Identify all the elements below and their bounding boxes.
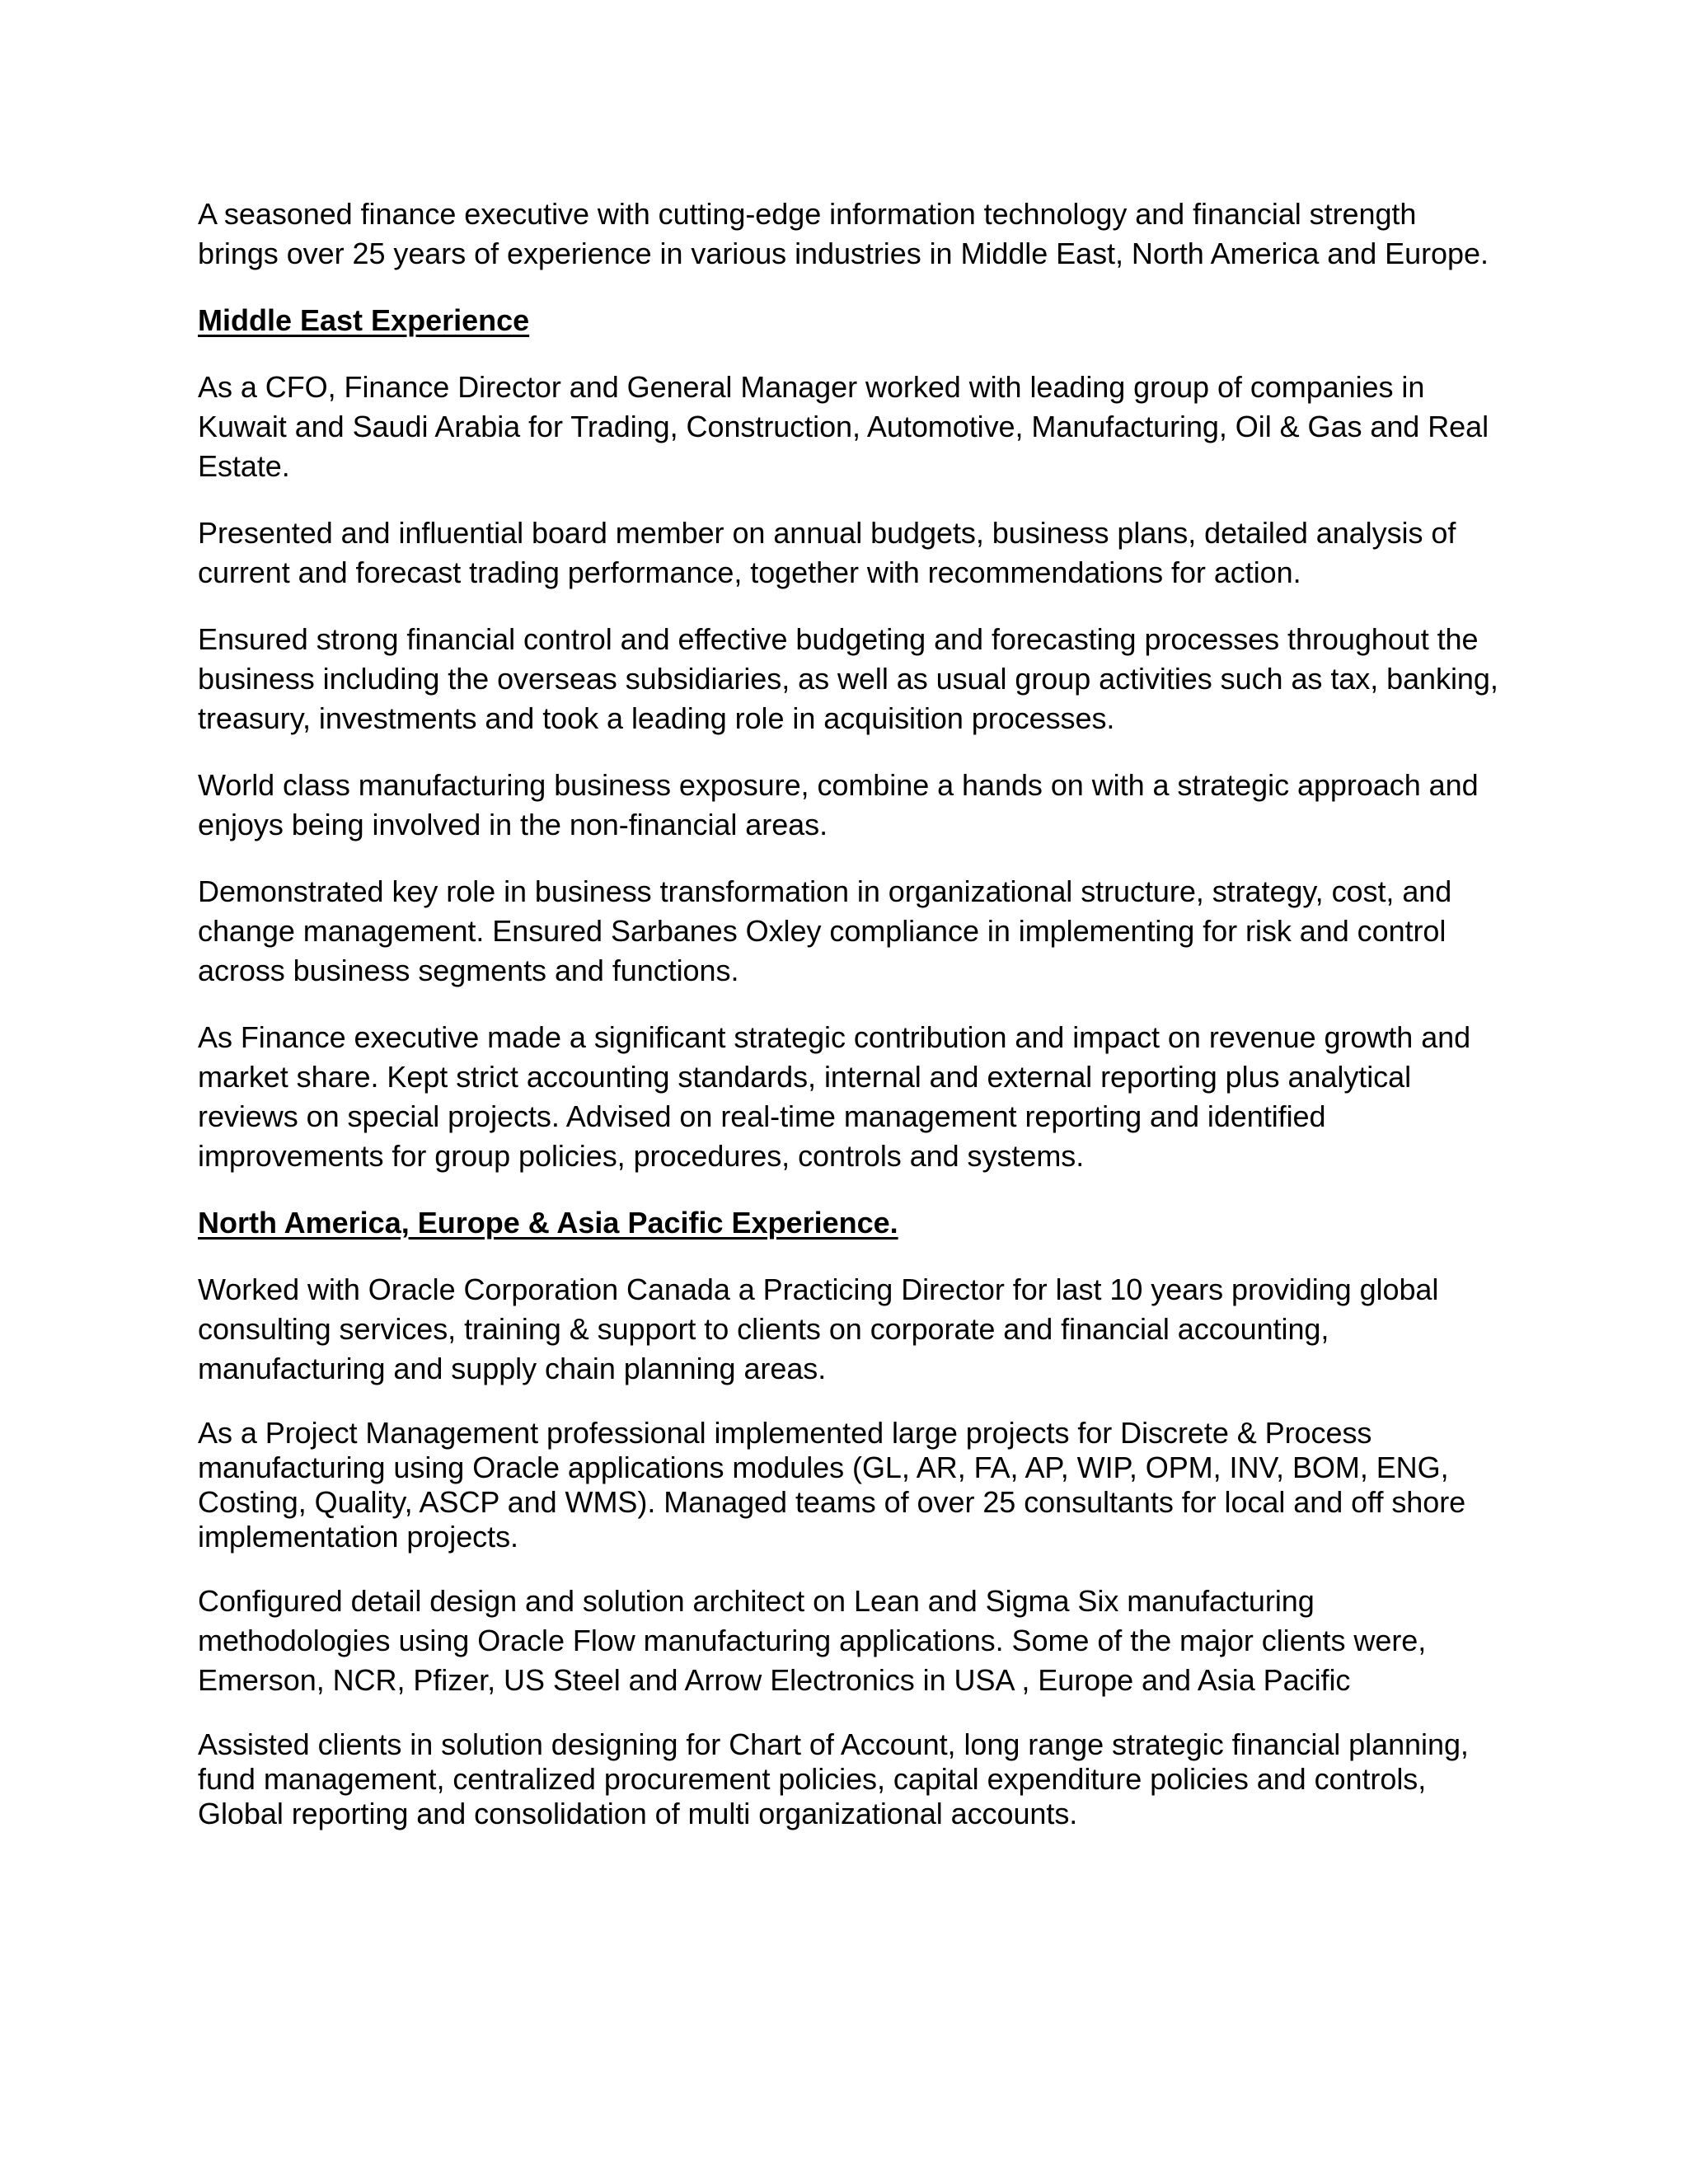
intro-paragraph: A seasoned finance executive with cutting-edge information technology and financial strength brings over 25 years of experience in various industries in Middle East, North America and Europe. <box>198 197 1489 270</box>
middle-east-paragraph: Ensured strong financial control and effective budgeting and forecasting processes throughout the business including the overseas subsidiaries, as well as usual group activities such as tax, banking, treasury, investments and took a leading role in acquisition processes. <box>198 622 1498 735</box>
document-body <box>198 194 1500 1858</box>
middle-east-paragraph: Demonstrated key role in business transformation in organizational structure, strategy, cost, and change management. Ensured Sarbanes Oxley compliance in implementing for risk and control across business segments and functions. <box>198 874 1452 987</box>
north-america-paragraph: As a Project Management professional implemented large projects for Discrete & Process manufacturing using Oracle applications modules (GL, AR, FA, AP, WIP, OPM, INV, BOM, ENG, Costing, Quality, ASCP and WMS). Managed teams of over 25 consultants for local and off shore implementation projects. <box>198 1416 1466 1554</box>
north-america-heading: North America, Europe & Asia Pacific Experience. <box>198 1206 898 1240</box>
north-america-paragraph: Assisted clients in solution designing for Chart of Account, long range strategic financial planning, fund management, centralized procurement policies, capital expenditure policies and controls, Global reporting and consolidation of multi organizational accounts. <box>198 1727 1469 1830</box>
middle-east-heading: Middle East Experience <box>198 303 530 337</box>
middle-east-paragraph: Presented and influential board member on annual budgets, business plans, detailed analysis of current and forecast trading performance, together with recommendations for action. <box>198 516 1456 589</box>
middle-east-paragraph: World class manufacturing business exposure, combine a hands on with a strategic approach and enjoys being involved in the non-financial areas. <box>198 768 1479 841</box>
north-america-paragraph: Worked with Oracle Corporation Canada a Practicing Director for last 10 years providing global consulting services, training & support to clients on corporate and financial accounting, manufacturing and supply chain planning areas. <box>198 1272 1439 1385</box>
middle-east-paragraph: As Finance executive made a significant strategic contribution and impact on revenue growth and market share. Kept strict accounting standards, internal and external reporting plus analytical reviews on special projects. Advised on real-time management reporting and identified improvements for group policies, procedures, controls and systems. <box>198 1020 1471 1173</box>
north-america-paragraph: Configured detail design and solution architect on Lean and Sigma Six manufacturing methodologies using Oracle Flow manufacturing applications. Some of the major clients were, Emerson, NCR, Pfizer, US Steel and Arrow Electronics in USA , Europe and Asia Pacific <box>198 1584 1427 1697</box>
middle-east-paragraph: As a CFO, Finance Director and General Manager worked with leading group of companies in Kuwait and Saudi Arabia for Trading, Construction, Automotive, Manufacturing, Oil & Gas and Real Estate. <box>198 370 1489 483</box>
